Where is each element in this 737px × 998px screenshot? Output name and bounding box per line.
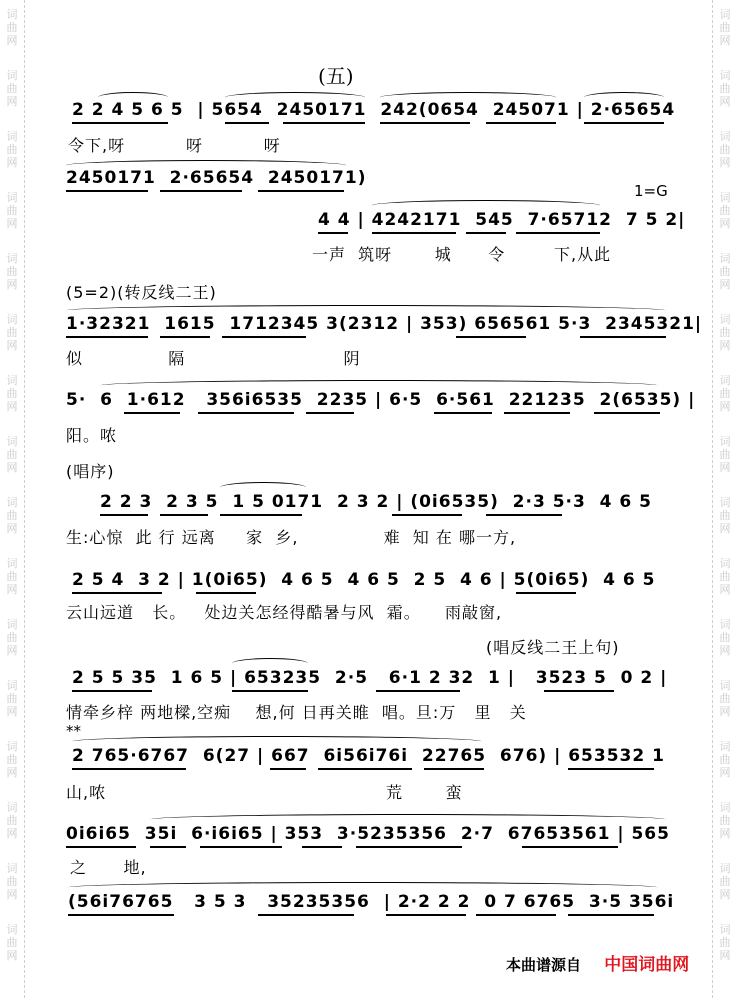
watermark-stamp: 词 曲 网 (719, 8, 731, 47)
watermark-stamp: 词 曲 网 (719, 740, 731, 779)
annotation-row-6: (唱序) (66, 462, 115, 481)
beam-underline (258, 914, 354, 916)
section-title: (五) (318, 64, 354, 88)
slur-mark (100, 380, 658, 391)
notation-row-11: (56i76765 3 5 3 35235356 | 2·2 2 2 0 7 6765 3·5 356i (68, 892, 675, 912)
watermark-stamp: 词 曲 网 (6, 801, 18, 840)
beam-underline (568, 768, 654, 770)
beam-underline (516, 232, 600, 234)
beam-underline (160, 190, 242, 192)
watermark-stamp: 词 曲 网 (719, 862, 731, 901)
beam-underline (68, 914, 174, 916)
beam-underline (466, 232, 506, 234)
beam-underline (283, 122, 365, 124)
beam-underline (584, 122, 664, 124)
beam-underline (72, 768, 186, 770)
lyric-row-7: 云山远道 长。 处边关怎经得酷暑与风 霜。 雨敲窗, (66, 603, 503, 622)
beam-underline (544, 690, 614, 692)
watermark-stamp: 词 曲 网 (6, 557, 18, 596)
beam-underline (100, 514, 148, 516)
lyric-row-1: 令下,呀 呀 呀 (68, 136, 281, 155)
right-watermark-strip (712, 0, 737, 998)
beam-underline (486, 122, 556, 124)
notation-row-1: 2 2 4 5 6 5 | 5654 2450171 242(0654 245071 | 2·65654 (72, 100, 676, 120)
beam-underline (356, 846, 462, 848)
lyric-row-9: 山,哝 荒 蛮 (66, 783, 463, 802)
notation-row-6: 2 2 3 2 3 5 1 5 0171 2 3 2 | (0i6535) 2·3 5·3 4 6 5 (100, 492, 652, 512)
notation-row-8: 2 5 5 35 1 6 5 | 653235 2·5 6·1 2 32 1 | 3523 5 0 2 | (72, 668, 668, 688)
slur-mark (380, 92, 556, 103)
watermark-stamp: 词 曲 网 (6, 130, 18, 169)
watermark-stamp: 词 曲 网 (6, 252, 18, 291)
beam-underline (580, 336, 666, 338)
watermark-stamp: 词 曲 网 (6, 740, 18, 779)
beam-underline (372, 232, 456, 234)
beam-underline (504, 412, 570, 414)
beam-underline (302, 846, 342, 848)
slur-mark (66, 160, 346, 171)
beam-underline (200, 846, 282, 848)
lyric-row-10: 之 地, (70, 858, 147, 877)
watermark-stamp: 词 曲 网 (719, 313, 731, 352)
beam-underline (306, 412, 354, 414)
watermark-stamp: 词 曲 网 (6, 862, 18, 901)
watermark-stamp: 词 曲 网 (6, 313, 18, 352)
left-watermark-strip (0, 0, 25, 998)
beam-underline (318, 768, 412, 770)
slur-mark (150, 814, 666, 825)
beam-underline (258, 190, 344, 192)
slur-mark (220, 482, 306, 493)
watermark-stamp: 词 曲 网 (719, 191, 731, 230)
lyric-row-5: 阳。哝 (66, 426, 118, 445)
lyric-row-6: 生:心惊 此 行 远离 家 乡, 难 知 在 哪一方, (66, 528, 517, 547)
watermark-stamp: 词 曲 网 (6, 496, 18, 535)
watermark-stamp: 词 曲 网 (719, 130, 731, 169)
annotation-row-8: (唱反线二王上句) (486, 638, 620, 657)
beam-underline (66, 190, 148, 192)
watermark-stamp: 词 曲 网 (719, 435, 731, 474)
beam-underline (72, 592, 162, 594)
beam-underline (568, 914, 654, 916)
annotation-row-4: (5=2)(转反线二王) (66, 283, 217, 302)
watermark-stamp: 词 曲 网 (719, 557, 731, 596)
beam-underline (318, 232, 348, 234)
beam-underline (232, 690, 308, 692)
beam-underline (150, 846, 186, 848)
beam-underline (222, 336, 306, 338)
beam-underline (456, 336, 526, 338)
beam-underline (392, 514, 462, 516)
beam-underline (516, 592, 576, 594)
notation-row-7: 2 5 4 3 2 | 1(0i65) 4 6 5 4 6 5 2 5 4 6 | 5(0i65) 4 6 5 (72, 570, 656, 590)
beam-underline (476, 914, 556, 916)
notation-row-3: 4 4 | 4242171 545 7·65712 7 5 2| (318, 210, 686, 230)
watermark-stamp: 词 曲 网 (719, 618, 731, 657)
slur-mark (72, 736, 482, 747)
slur-mark (372, 200, 600, 211)
notation-row-5: 5· 6 1·612 356i6535 2235 | 6·5 6·561 221235 2(6535) | (66, 390, 696, 410)
watermark-stamp: 词 曲 网 (719, 679, 731, 718)
watermark-stamp: 词 曲 网 (6, 618, 18, 657)
lyric-row-8-mark: ** (66, 722, 81, 740)
watermark-stamp: 词 曲 网 (6, 191, 18, 230)
watermark-stamp: 词 曲 网 (719, 252, 731, 291)
footer-site-link[interactable]: 中国词曲网 (604, 955, 690, 975)
beam-underline (270, 768, 306, 770)
watermark-stamp: 词 曲 网 (6, 679, 18, 718)
watermark-stamp: 词 曲 网 (719, 374, 731, 413)
slur-mark (225, 92, 365, 103)
notation-row-4: 1·32321 1615 1712345 3(2312 | 353) 656561 5·3 2345321| (66, 314, 703, 334)
beam-underline (225, 122, 269, 124)
footer-label: 本曲谱源自 (506, 956, 582, 974)
beam-underline (434, 412, 492, 414)
watermark-stamp: 词 曲 网 (6, 8, 18, 47)
beam-underline (66, 336, 148, 338)
notation-row-10: 0i6i65 35i 6·i6i65 | 353 3·5235356 2·7 67653561 | 565 (66, 824, 670, 844)
lyric-row-3: 一声 筑呀 城 令 下,从此 (312, 245, 612, 264)
beam-underline (124, 412, 180, 414)
key-signature: 1=G (634, 182, 668, 200)
beam-underline (66, 846, 136, 848)
notation-row-2: 2450171 2·65654 2450171) (66, 168, 367, 188)
watermark-stamp: 词 曲 网 (6, 69, 18, 108)
watermark-stamp: 词 曲 网 (719, 496, 731, 535)
beam-underline (160, 336, 210, 338)
beam-underline (160, 514, 208, 516)
beam-underline (522, 846, 618, 848)
beam-underline (486, 514, 562, 516)
watermark-stamp: 词 曲 网 (6, 435, 18, 474)
beam-underline (594, 412, 660, 414)
beam-underline (220, 514, 302, 516)
lyric-row-8: 情牵乡梓 两地樑,空痴 想,何 日再关睢 唱。旦:万 里 关 (66, 703, 527, 722)
watermark-stamp: 词 曲 网 (6, 374, 18, 413)
watermark-stamp: 词 曲 网 (719, 69, 731, 108)
beam-underline (386, 914, 466, 916)
beam-underline (198, 412, 294, 414)
slur-mark (232, 658, 308, 669)
slur-mark (68, 882, 658, 893)
beam-underline (72, 690, 152, 692)
slur-mark (584, 92, 664, 103)
watermark-stamp: 词 曲 网 (6, 923, 18, 962)
beam-underline (72, 122, 168, 124)
watermark-stamp: 词 曲 网 (719, 923, 731, 962)
beam-underline (380, 122, 470, 124)
lyric-row-4: 似 隔 阴 (66, 349, 361, 368)
beam-underline (196, 592, 256, 594)
beam-underline (424, 768, 484, 770)
slur-mark (66, 305, 666, 316)
footer-source (506, 950, 689, 975)
notation-row-9: 2 765·6767 6(27 | 667 6i56i76i 22765 676) | 653532 1 (72, 746, 665, 766)
beam-underline (376, 690, 460, 692)
slur-mark (98, 92, 168, 103)
watermark-stamp: 词 曲 网 (719, 801, 731, 840)
